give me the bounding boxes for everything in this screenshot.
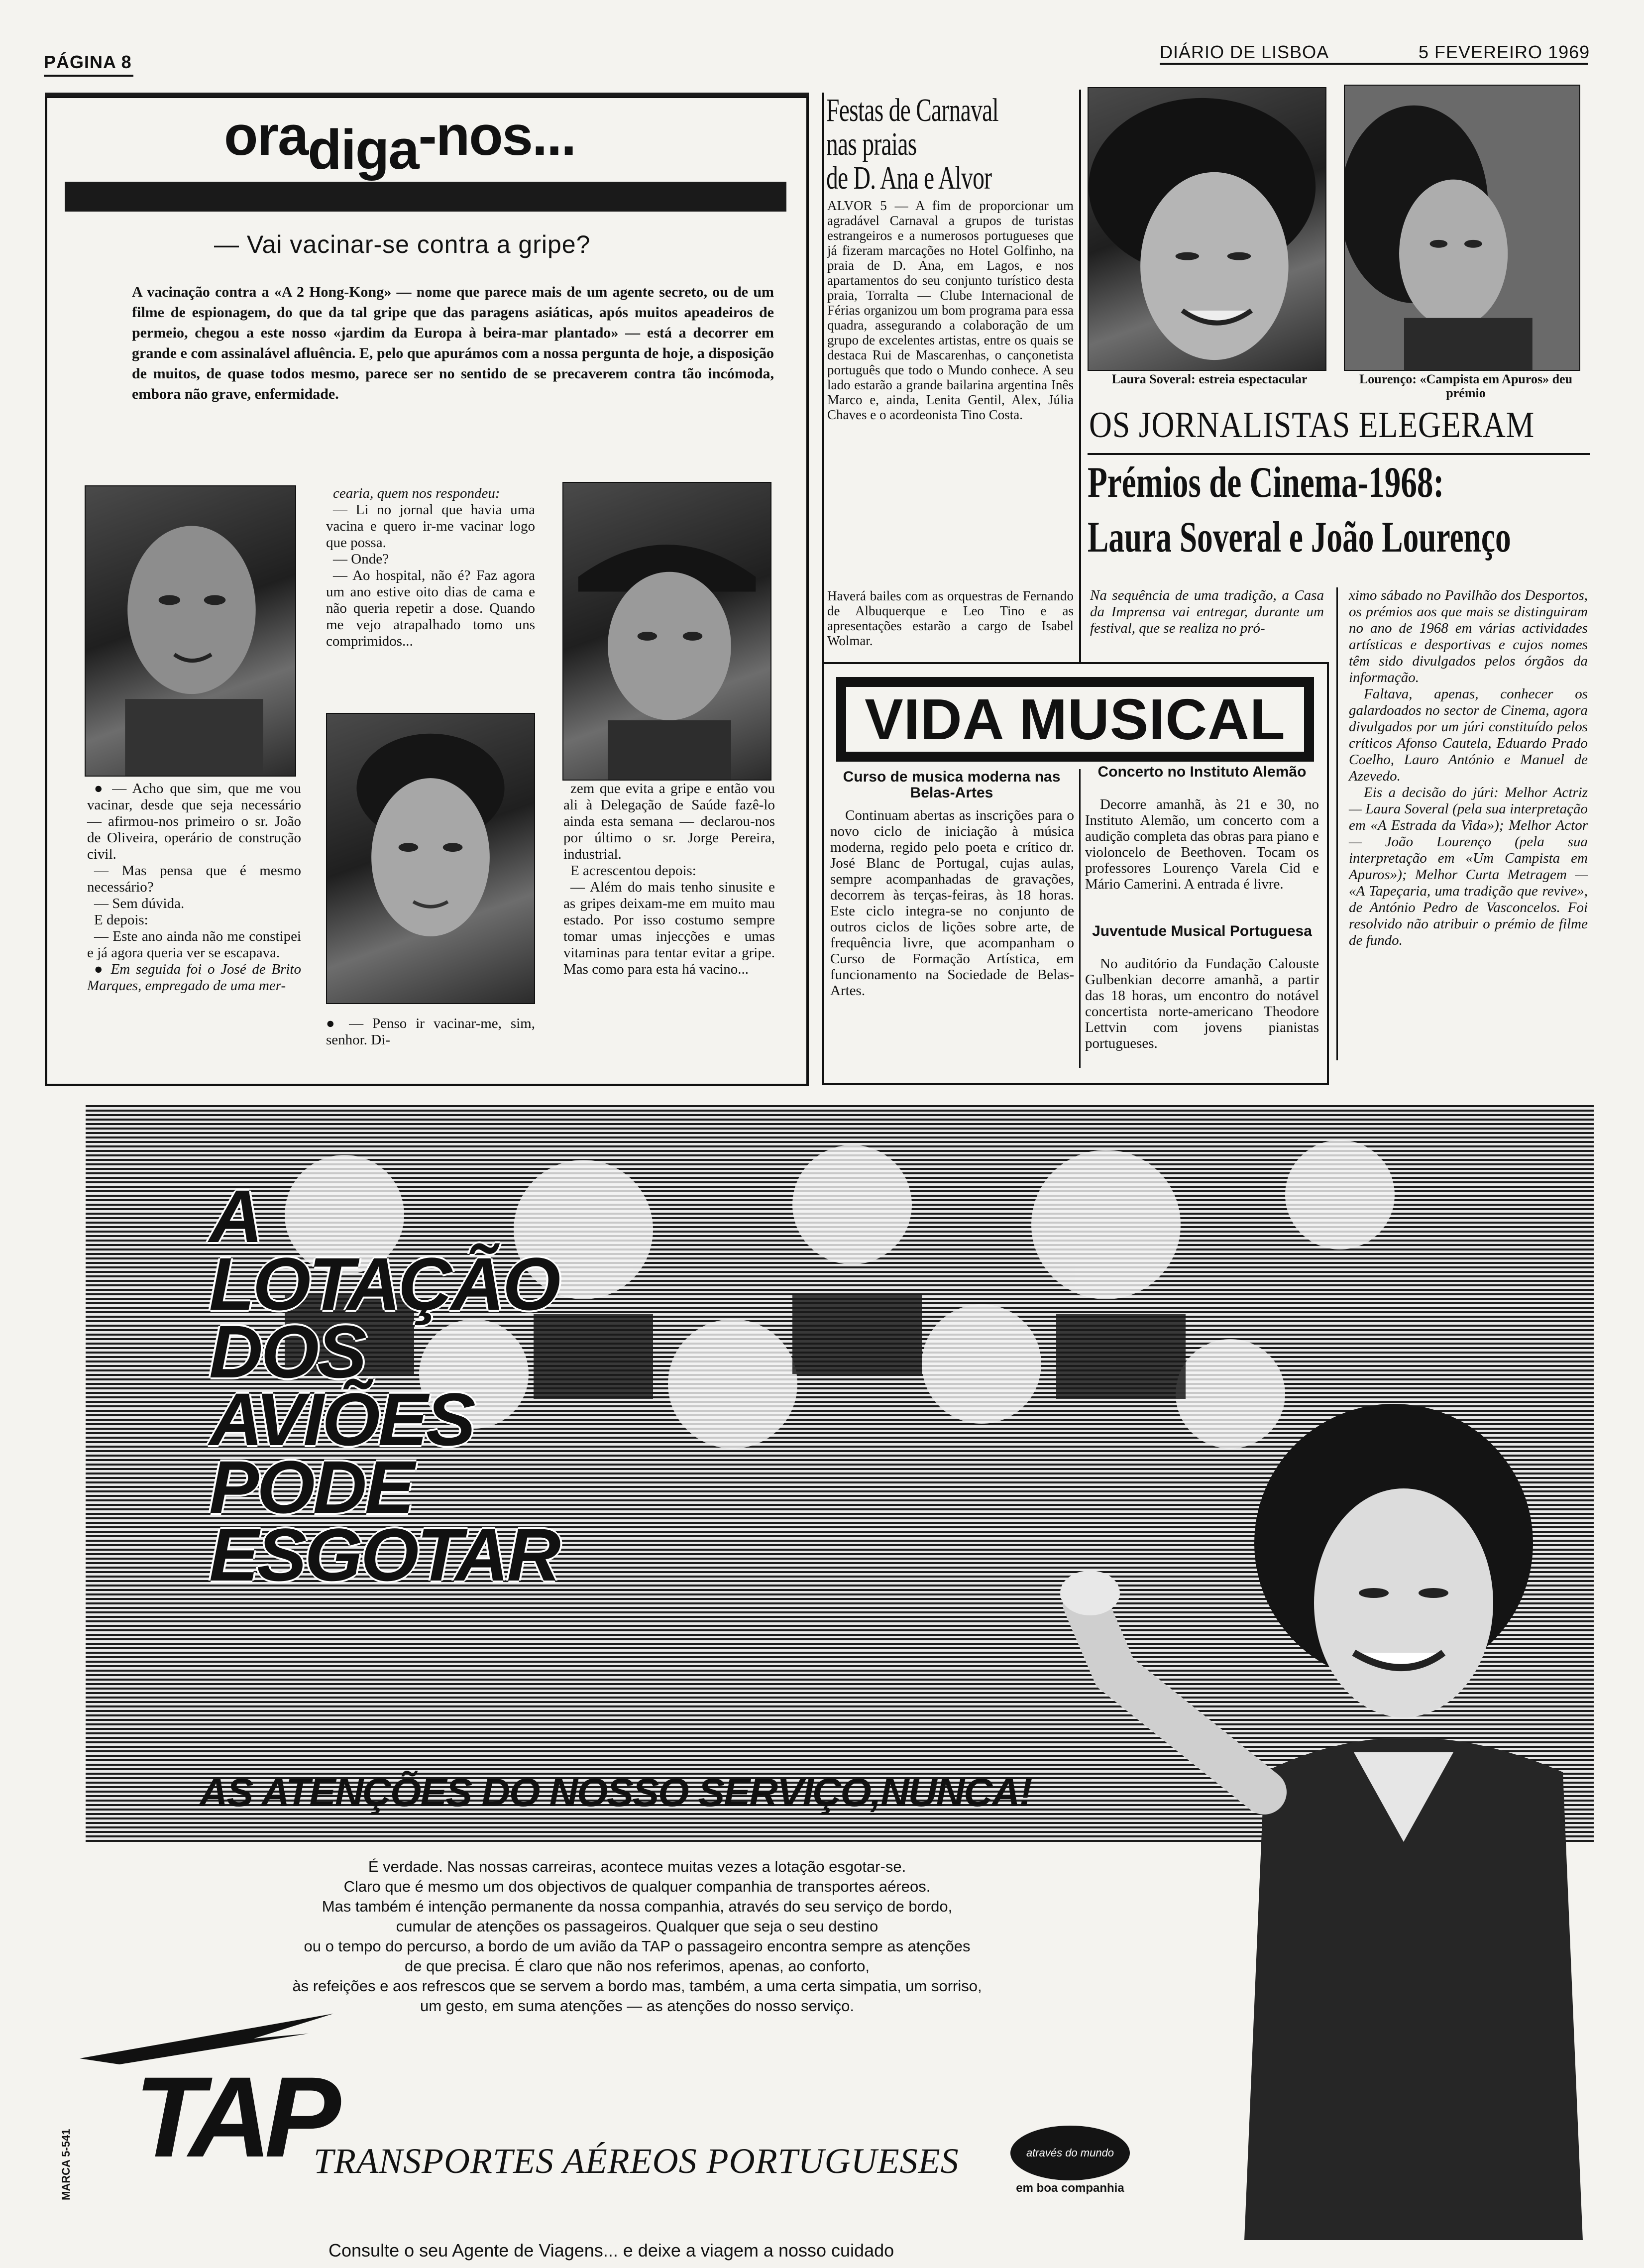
ad-body-0: É verdade. Nas nossas carreiras, acontece muitas vezes a lotação esgotar-se. (368, 1858, 906, 1875)
ad-slogan: AS ATENÇÕES DO NOSSO SERVIÇO,NUNCA! (199, 1770, 1032, 1814)
c2-p1: — Li no jornal que havia uma vacina e quero ir-me vacinar logo que possa. (326, 502, 535, 551)
ad-line-6: ESGOTAR (209, 1513, 559, 1596)
ad-footer: Consulte o seu Agente de Viagens... e deixe a viagem a nosso cuidado (329, 2240, 894, 2261)
column-rule-2 (1079, 90, 1081, 662)
ad-headline (209, 1174, 657, 1596)
cinema-overline: OS JORNALISTAS ELEGERAM (1089, 405, 1535, 446)
photo-joao-oliveira (85, 485, 296, 777)
newspaper-name: DIÁRIO DE LISBOA (1160, 42, 1329, 62)
cinema-b-p0: ximo sábado no Pavilhão dos Desportos, os prémios aos que mais se distinguiram no ano de 1968 em várias actividades artísticas e desportivas e cujos nomes têm sido divulgados pelos órgãos da informação. (1349, 587, 1588, 685)
c3-p1: E acrescentou depois: (570, 863, 696, 879)
tap-company-name: TRANSPORTES AÉREOS PORTUGUESES (314, 2141, 959, 2181)
ad-body-6: às refeições e aos refrescos que se servem a bordo mas, também, a uma certa simpatia, um sorriso, (292, 1977, 982, 1995)
c3-p2: — Além do mais tenho sinusite e as gripes deixam-me em muito mau estado. Por isso costumo sempre tomar umas injecções e umas vitaminas para tentar evitar a gripe. Mas como para esta há vacino... (563, 879, 775, 977)
inquiry-column-3 (563, 781, 775, 978)
musical-head-2: Concerto no Instituto Alemão (1097, 764, 1307, 780)
inquiry-question: — Vai vacinar-se contra a gripe? (214, 230, 591, 258)
inquiry-column-1 (87, 781, 301, 994)
c1-p3: E depois: (94, 912, 148, 928)
inquiry-kicker (224, 104, 672, 183)
ad-code: MARCA 5-541 (60, 2129, 72, 2200)
ad-body-7: um gesto, em suma atenções — as atenções do nosso serviço. (420, 1997, 854, 2015)
carnaval-body: ALVOR 5 — A fim de proporcionar um agradável Carnaval a grupos de turistas estrangeiros e a numerosos portugueses que já fizeram marcações no Hotel Golfinho, na praia de D. Ana, em Lagos, e nos apartamentos do seu conjunto turístico desta praia, Torralta — Clube Internacional de Férias organizou um bom programa para essa quadra, assegurando a colaboração de um grupo de excelentes artistas, entre os quais se destaca Rui de Mascarenhas, o cançonetista português que todo o Mundo conhece. A seu lado estarão a grande bailarina argentina Inês Marco e, ainda, Lenita Gentil, Alex, Júlia Chaves e o acordeonista Tino Costa. (827, 198, 1074, 422)
inquiry-lead: A vacinação contra a «A 2 Hong-Kong» — nome que parece mais de um agente secreto, ou de um filme de espionagem, do que da tal gripe que das paragens asiáticas, após muitos apeadeiros de permeio, chegou a este nosso «jardim da Europa à beira-mar plantado» — está a decorrer em grande e com assinalável afluência. E, pelo que apurámos com a nossa pergunta de hoje, a disposição de muitos, de quase todos mesmo, parece ser no sentido de se precaverem contra tão incómoda, embora não grave, enfermidade. (132, 284, 774, 402)
musical-head-3: Juventude Musical Portuguesa (1092, 923, 1312, 939)
cinema-rule (1088, 453, 1590, 455)
ad-line-1: A (209, 1174, 261, 1258)
header-rule (1160, 63, 1588, 65)
c3-p0: zem que evita a gripe e então vou ali à Delegação de Saúde fazê-lo ainda esta semana — declarou-nos por último o sr. Jorge Pereira, industrial. (563, 781, 775, 862)
ad-body-5: de que precisa. É claro que não nos referimos, apenas, ao conforto, (404, 1957, 870, 1975)
issue-date: 5 FEVEREIRO 1969 (1419, 42, 1590, 62)
kicker-nos: -nos... (418, 105, 576, 167)
carnaval-title (826, 94, 1085, 195)
column-rule-1 (822, 93, 824, 740)
cinema-b-p1: Faltava, apenas, conhecer os galardoados no sector de Cinema, agora divulgados por um júri constituído pelos críticos Afonso Cautela, Eduardo Prado Coelho, Lauro António e Manuel de Azevedo. (1349, 686, 1588, 784)
photo-laura-soveral (1088, 87, 1326, 371)
caption-joao-lourenco: Lourenço: «Campista em Apuros» deu prémio (1359, 372, 1573, 400)
ad-body-4: ou o tempo do percurso, a bordo de um avião da TAP o passageiro encontra sempre as atenções (304, 1937, 971, 1955)
cinema-title-2: Laura Soveral e João Lourenço (1088, 513, 1511, 562)
c2-p3: — Ao hospital, não é? Faz agora um ano estive oito dias de cama e não queria repetir a dose. Quando me vejo atrapalhado tomo uns comprimidos... (326, 567, 535, 649)
c1-p1: — Mas pensa que é mesmo necessário? (87, 863, 301, 895)
c1-p2: — Sem dúvida. (94, 896, 185, 911)
inquiry-column-2 (326, 485, 535, 650)
photo-jose-brito-marques (326, 713, 535, 1004)
ad-body (189, 1857, 1085, 2016)
column-rule-4 (1079, 769, 1081, 1068)
ad-body-1: Claro que é mesmo um dos objectivos de qualquer companhia de transportes aéreos. (343, 1878, 931, 1895)
kicker-ora: ora (224, 105, 308, 167)
carnaval-title-2: nas praias (826, 126, 917, 162)
c2-p0: cearia, quem nos respondeu: (333, 485, 500, 501)
caption-laura-soveral: Laura Soveral: estreia espectacular (1111, 372, 1308, 386)
c2-p2: — Onde? (333, 551, 389, 567)
carnaval-title-3: de D. Ana e Alvor (826, 160, 992, 196)
ad-line-4: AVIÕES (209, 1377, 474, 1461)
musical-banner-text: VIDA MUSICAL (865, 687, 1286, 752)
ad-body-2: Mas também é intenção permanente da nossa companhia, através do seu serviço de bordo, (322, 1898, 953, 1915)
c2-p4: ● — Penso ir vacinar-me, sim, senhor. Di- (326, 1016, 535, 1048)
page-number-rule (44, 75, 133, 77)
cinema-col-a: Na sequência de uma tradição, a Casa da Imprensa vai entregar, durante um festival, que se realiza no pró- (1090, 587, 1324, 636)
page-number: PÁGINA 8 (44, 52, 132, 72)
ad-line-5: PODE (209, 1445, 413, 1529)
kicker-diga: diga (308, 118, 419, 181)
musical-body-3: No auditório da Fundação Calouste Gulbenkian decorre amanhã, a partir das 18 horas, um encontro do notável concertista norte-americano Theodore Lettvin com jovens pianistas portugueses. (1085, 956, 1319, 1051)
cinema-col-b (1349, 587, 1588, 949)
musical-body-1: Continuam abertas as inscrições para o novo ciclo de iniciação à música moderna, regido pelo poeta e crítico dr. José Blanc de Portugal, cujas aulas, sempre acompanhadas de gravações, decorrem às terças-feiras, às 18 horas. Este ciclo integra-se no conjunto de outros ciclos de lições sobre arte, de frequência livre, que acompanham o Curso de Formação Artística, em funcionamento na Sociedade de Belas-Artes. (830, 807, 1074, 999)
column-rule-3 (1336, 587, 1338, 1060)
musical-banner-inner (844, 685, 1306, 754)
musical-body-2: Decorre amanhã, às 21 e 30, no Instituto Alemão, um concerto com a audição completa das obras para piano e violoncelo de Beethoven. Tocam os professores Lourenço Varela Cid e Mário Camerini. A entrada é livre. (1085, 796, 1319, 892)
photo-joao-lourenco (1344, 85, 1580, 371)
inquiry-top-rule (45, 93, 809, 97)
c1-p4: — Este ano ainda não me constipei e já agora queria ver se escapava. (87, 928, 301, 961)
cinema-title-1: Prémios de Cinema-1968: (1088, 458, 1444, 507)
c1-p0: ● — Acho que sim, que me vou vacinar, desde que seja necessário — afirmou-nos primeiro o sr. João de Oliveira, operário de construção civil. (87, 781, 301, 862)
tap-logo: TAP (134, 2053, 334, 2181)
musical-head-1: Curso de musica moderna nas Belas-Artes (843, 769, 1061, 801)
musical-banner (836, 677, 1314, 762)
photo-jorge-pereira (562, 482, 771, 781)
ad-badge (995, 2126, 1145, 2195)
inquiry-black-bar (65, 182, 786, 212)
ad-line-3: DOS (209, 1310, 365, 1393)
c1-p5: ● Em seguida foi o José de Brito Marques, empregado de uma mer- (87, 961, 301, 994)
carnaval-body-2: Haverá bailes com as orquestras de Fernando de Albuquerque e Leo Tino e as apresentações estarão a cargo de Isabel Wolmar. (827, 588, 1074, 648)
carnaval-title-1: Festas de Carnaval (826, 92, 998, 128)
ad-line-2: LOTAÇÃO (209, 1242, 559, 1326)
ad-hostess-illustration (1005, 1394, 1618, 2240)
badge-top-text: através do mundo (1026, 2147, 1114, 2159)
cinema-b-p2: Eis a decisão do júri: Melhor Actriz — Laura Soveral (pela sua interpretação em «A Estrada da Vida»); Melhor Actor — João Lourenço (pela sua interpretação em «Um Campista em Apuros»); Melhor Curta Metragem — «A Tapeçaria, uma tradição que revive», de António Pedro de Vasconcelos. Foi resolvido não atribuir o prémio de filme de fundo. (1349, 785, 1588, 948)
badge-bottom-text: em boa companhia (1016, 2181, 1124, 2195)
ad-body-3: cumular de atenções os passageiros. Qualquer que seja o seu destino (396, 1918, 878, 1935)
globe-icon (1010, 2126, 1130, 2180)
